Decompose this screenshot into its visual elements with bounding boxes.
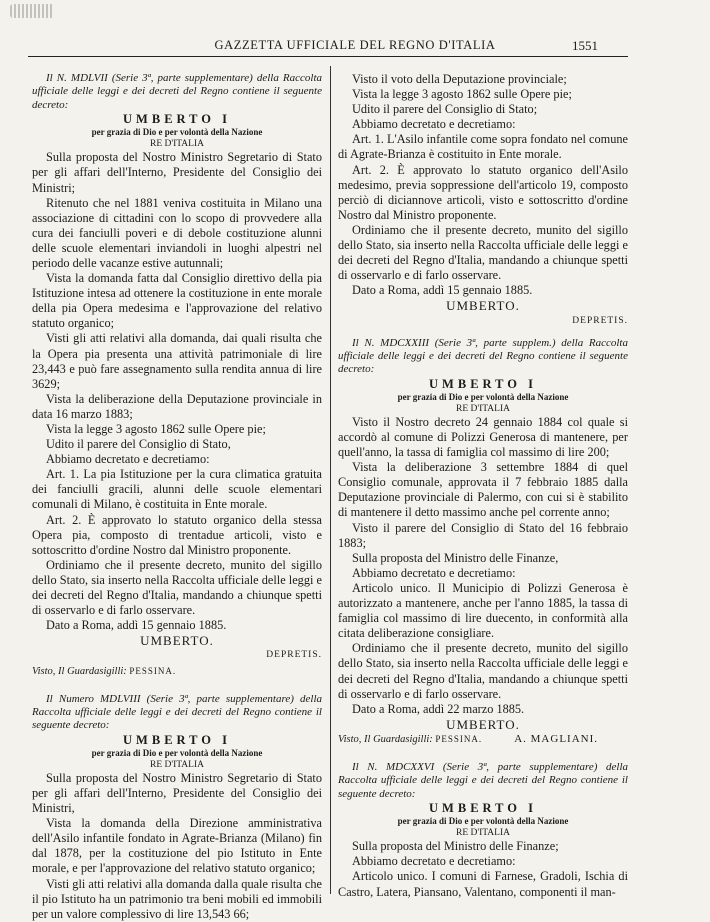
re-line: RE D'ITALIA (150, 759, 204, 770)
visto-name: PESSINA. (129, 665, 177, 676)
paragraph: Visti gli atti relativi alla domanda dalla quale risulta che il pio Istituto ha un patrimonio tra beni mobili ed immobili per un valore complessivo di lire 13,543 66; (32, 876, 322, 921)
paragraph: Sulla proposta del Nostro Ministro Segretario di Stato per gli affari dell'Interno, Presidente del Consiglio dei Ministri, (32, 770, 322, 816)
paragraph: Abbiamo decretato e decretiamo: (46, 452, 210, 467)
re-line: RE D'ITALIA (150, 139, 204, 150)
grace-line: per grazia di Dio e per volontà della Nazione (91, 127, 263, 138)
paragraph: Sulla proposta del Ministro delle Finanze; (352, 839, 559, 854)
re-line: RE D'ITALIA (456, 828, 510, 839)
king-heading: UMBERTO I (429, 801, 537, 816)
re-line: RE D'ITALIA (456, 403, 510, 414)
paragraph: Visto il Nostro decreto 24 gennaio 1884 col quale si accordò al comune di Polizzi Generosa di mantenere, per quell'anno, la tassa di famiglia col massimo di lire 200; (338, 414, 628, 460)
signature-king: UMBERTO. (446, 716, 520, 732)
signature-row (338, 732, 628, 747)
visto-label: Visto, Il Guardasigilli: (338, 733, 433, 745)
decree-intro: Il N. MDCXXIII (Serie 3ª, parte supplem.) della Raccolta ufficiale delle leggi e dei decreti del Regno contiene il seguente decreto: (338, 336, 628, 376)
paragraph: Visto il parere del Consiglio di Stato del 16 febbraio 1883; (338, 520, 628, 550)
article: Art. 2. È approvato lo statuto organico dell'Asilo medesimo, previa soppressione dell'articolo 19, composto perciò di diciannove articoli, visto e sottoscritto d'ordine Nostro dal Ministro proponente. (338, 162, 628, 222)
gazette-title: GAZZETTA UFFICIALE DEL REGNO D'ITALIA (214, 38, 496, 52)
article: Art. 1. L'Asilo infantile come sopra fondato nel comune di Agrate-Brianza è costituito in Ente morale. (338, 132, 628, 162)
visto-label: Visto, Il Guardasigilli: (32, 665, 127, 677)
paragraph: Sulla proposta del Nostro Ministro Segretario di Stato per gli affari dell'Interno, Presidente del Consiglio dei Ministri; (32, 150, 322, 195)
paragraph: Ordiniamo che il presente decreto, munito del sigillo dello Stato, sia inserto nella Raccolta ufficiale delle leggi e dei decreti del Regno d'Italia, mandando a chiunque spetti di osservarlo e di farlo osservare. (32, 557, 322, 618)
signature-minister: A. MAGLIANI. (514, 732, 598, 745)
paragraph: Ritenuto che nel 1881 veniva costituita in Milano una associazione di cittadini con lo scopo di provvedere alla cura dei fanciulli poveri e di debole costituzione alunni delle scuole elementari inviandoli in luoghi alpestri nel periodo delle vacanze estive autunnali; (32, 195, 322, 270)
decree-intro: Il N. MDCXXVI (Serie 3ª, parte supplementare) della Raccolta ufficiale delle leggi e dei decreti del Regno contiene il seguente decreto: (338, 760, 628, 800)
date-line: Dato a Roma, addì 22 marzo 1885. (352, 701, 525, 716)
king-heading: UMBERTO I (429, 376, 537, 391)
date-line: Dato a Roma, addì 15 gennaio 1885. (46, 618, 227, 633)
header-rule (28, 56, 628, 57)
page-number: 1551 (572, 38, 598, 53)
paragraph: Sulla proposta del Ministro delle Finanze, (352, 550, 559, 565)
paragraph: Abbiamo decretato e decretiamo: (352, 565, 516, 580)
king-heading: UMBERTO I (123, 732, 231, 747)
signature-king: UMBERTO. (140, 633, 214, 649)
paragraph: Vista la deliberazione 3 settembre 1884 di quel Consiglio comunale, approvata il 7 febbraio 1885 dalla Deputazione provinciale di Palermo, con cui si è stabilito di mantenere il detto massimo anche pel corrente anno; (338, 460, 628, 520)
signature-king: UMBERTO. (446, 298, 520, 314)
paragraph: Vista la domanda della Direzione amministrativa dell'Asilo infantile fondato in Agrate-Brianza (Milano) fin dal 1878, per la costituzione del pio Istituto in Ente morale, e per l'approvazione del relativo statuto organico; (32, 816, 322, 876)
signature-minister: DEPRETIS. (572, 315, 628, 326)
decree-intro: Il N. MDLVII (Serie 3ª, parte supplementare) della Raccolta ufficiale delle leggi e dei decreti del Regno contiene il seguente decreto: (32, 72, 322, 111)
column-divider (330, 66, 331, 894)
paragraph: Abbiamo decretato e decretiamo: (352, 117, 516, 132)
date-line: Dato a Roma, addì 15 gennaio 1885. (352, 283, 533, 298)
visto-line (338, 732, 482, 747)
right-column (338, 72, 628, 900)
grace-line: per grazia di Dio e per volontà della Nazione (91, 747, 263, 758)
article: Art. 2. È approvato lo statuto organico della stessa Opera pia, composto di trentadue articoli, visto e sottoscritto d'ordine Nostro dal Ministro proponente. (32, 512, 322, 557)
paragraph: Udito il parere del Consiglio di Stato; (352, 102, 538, 117)
king-heading: UMBERTO I (123, 112, 231, 127)
paragraph: Vista la legge 3 agosto 1862 sulle Opere pie; (352, 87, 572, 102)
visto-name: PESSINA. (435, 733, 483, 744)
paragraph: Visti gli atti relativi alla domanda, dai quali risulta che la Opera pia presenta una attività patrimoniale di lire 23,443 e può fare assegnamento sulla rendita annua di lire 3629; (32, 331, 322, 391)
article: Articolo unico. I comuni di Farnese, Gradoli, Ischia di Castro, Latera, Piansano, Valentano, componenti il man- (338, 869, 628, 899)
paragraph: Visto il voto della Deputazione provinciale; (352, 72, 567, 86)
paragraph: Ordiniamo che il presente decreto, munito del sigillo dello Stato, sia inserto nella Raccolta ufficiale delle leggi e dei decreti del Regno d'Italia, mandando a chiunque spetti di osservarlo e di farlo osservare. (338, 222, 628, 283)
paragraph: Ordiniamo che il presente decreto, munito del sigillo dello Stato, sia inserto nella Raccolta ufficiale delle leggi e dei decreti del Regno d'Italia, mandando a chiunque spetti di osservarlo e di farlo osservare. (338, 641, 628, 701)
paragraph: Vista la deliberazione della Deputazione provinciale in data 16 marzo 1883; (32, 391, 322, 421)
visto-line (32, 664, 322, 679)
paragraph: Vista la legge 3 agosto 1862 sulle Opere pie; (46, 422, 266, 436)
paragraph: Abbiamo decretato e decretiamo: (352, 854, 516, 869)
decree-intro: Il Numero MDLVIII (Serie 3ª, parte supplementare) della Raccolta ufficiale delle leggi e dei decreti del Regno contiene il seguente decreto: (32, 692, 322, 732)
paragraph: Vista la domanda fatta dal Consiglio direttivo della pia Istituzione intesa ad ottenere la costituzione in ente morale della pia Opera medesima e l'approvazione del relativo statuto organico; (32, 271, 322, 331)
paragraph: Udito il parere del Consiglio di Stato, (46, 437, 231, 452)
ink-smudge (10, 4, 54, 18)
signature-minister: DEPRETIS. (266, 650, 322, 661)
article: Articolo unico. Il Municipio di Polizzi Generosa è autorizzato a mantenere, anche per l'anno 1885, la tassa di famiglia col massimo di lire duecento, in conformità alla citata deliberazione consigliare. (338, 580, 628, 641)
grace-line: per grazia di Dio e per volontà della Nazione (397, 816, 569, 827)
article: Art. 1. La pia Istituzione per la cura climatica gratuita dei fanciulli gracili, alunni delle scuole elementari comunali di Milano, è costituita in Ente morale. (32, 467, 322, 512)
grace-line: per grazia di Dio e per volontà della Nazione (397, 391, 569, 402)
left-column (32, 72, 322, 922)
